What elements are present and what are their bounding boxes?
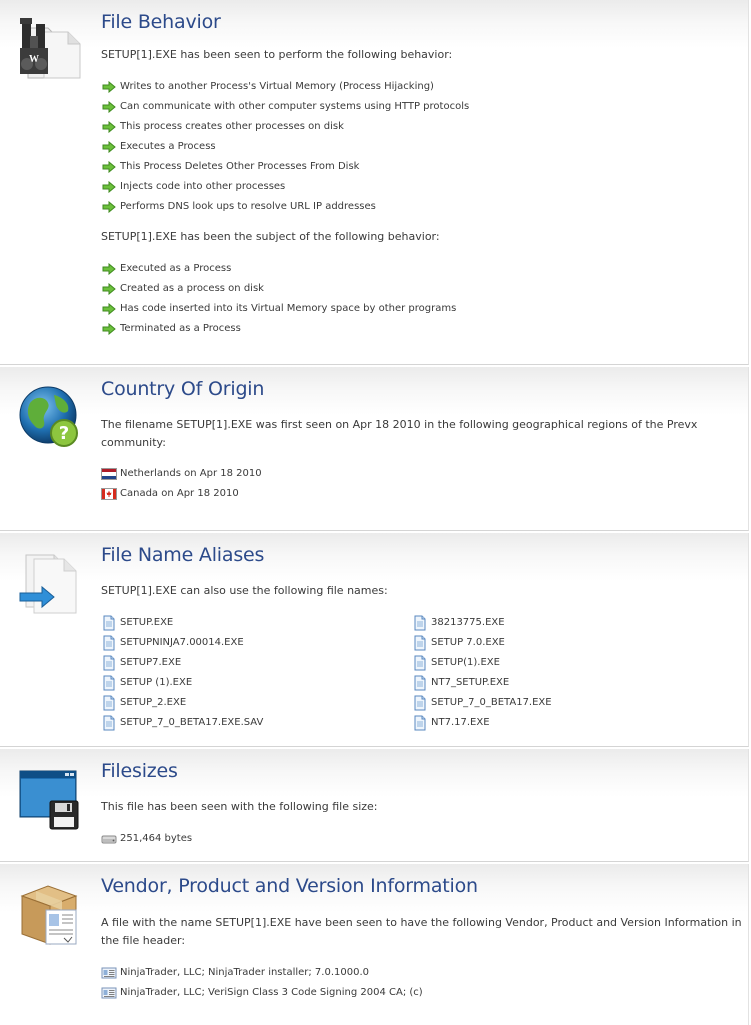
country-of-origin-section: ? Country Of Origin The filename SETUP[1].EXE was first seen on Apr 18 2010 in the following geographical regions of the Prevx community: Netherlands on Apr 18 2010 Canada on Apr 18 2010 — [0, 367, 749, 531]
origin-intro-line1: The filename SETUP[1].EXE was first seen on Apr 18 2010 in the following geographical regions of the Prevx — [101, 418, 698, 431]
document-icon — [101, 635, 117, 651]
vendor-intro-line2: the file header: — [101, 934, 186, 947]
green-arrow-icon — [101, 161, 117, 173]
document-icon — [412, 675, 428, 691]
document-icon — [412, 695, 428, 711]
section-title-vendor-info: Vendor, Product and Version Information — [101, 875, 478, 897]
document-icon — [412, 715, 428, 731]
green-arrow-icon — [101, 303, 117, 315]
filesizes-section: Filesizes This file has been seen with the following file size: 251,464 bytes — [0, 749, 749, 862]
section-title-filesizes: Filesizes — [101, 760, 178, 782]
section-title-file-name-aliases: File Name Aliases — [101, 544, 265, 566]
green-arrow-icon — [101, 121, 117, 133]
subject-intro-text: SETUP[1].EXE has been the subject of the following behavior: — [101, 230, 440, 243]
package-certificate-icon — [18, 882, 82, 946]
document-icon — [412, 655, 428, 671]
file-behavior-section: W File Behavior SETUP[1].EXE has been seen to perform the following behavior: Writes to another Process's Virtual Memory (Process Hijacking) Can communicate with other computer systems using HTTP protocols This process creates other processes on disk Executes a Process This Process Deletes Other Processes From Disk Injects code into other processes Performs DNS look ups to resolve URL IP addresses SETUP[1].EXE has been the subject of the following behavior: Executed as a Process Created as a process on disk Has code inserted into its Virtual Memory space by other programs Terminated as a Process — [0, 0, 749, 365]
filesizes-intro-text: This file has been seen with the following file size: — [101, 800, 378, 813]
green-arrow-icon — [101, 283, 117, 295]
document-icon — [412, 615, 428, 631]
green-arrow-icon — [101, 181, 117, 193]
svg-text:W: W — [29, 54, 39, 65]
vendor-intro-line1: A file with the name SETUP[1].EXE have been seen to have the following Vendor, Product and Version Information in — [101, 916, 742, 929]
document-icon — [412, 635, 428, 651]
info-card-icon — [101, 987, 117, 999]
disk-drive-icon — [101, 833, 117, 845]
green-arrow-icon — [101, 323, 117, 335]
vendor-info-section: Vendor, Product and Version Information A file with the name SETUP[1].EXE have been seen to have the following Vendor, Product and Version Information in the file header: NinjaTrader, LLC; NinjaTrader installer; 7.0.1000.0 NinjaTrader, LLC; VeriSign Class 3 Code Signing 2004 CA; (c) — [0, 864, 749, 1025]
window-floppy-icon — [18, 767, 82, 831]
canada-flag-icon — [101, 488, 117, 500]
file-behavior-icon — [18, 16, 82, 80]
document-icon — [101, 655, 117, 671]
file-rename-icon — [18, 551, 82, 615]
netherlands-flag-icon — [101, 468, 117, 480]
performs-intro-text: SETUP[1].EXE has been seen to perform the following behavior: — [101, 48, 453, 61]
document-icon — [101, 715, 117, 731]
document-icon — [101, 675, 117, 691]
globe-question-icon — [18, 385, 82, 449]
aliases-intro-text: SETUP[1].EXE can also use the following file names: — [101, 584, 388, 597]
document-icon — [101, 695, 117, 711]
file-name-aliases-section: File Name Aliases SETUP[1].EXE can also use the following file names: SETUP.EXE SETUPNINJA7.00014.EXE SETUP7.EXE SETUP (1).EXE SETUP_2.EXE SETUP_7_0_BETA17.EXE.SAV 38213775.EXE SETUP 7.0.EXE SETUP(1).EXE NT7_SETUP.EXE SETUP_7_0_BETA17.EXE NT7.17.EXE — [0, 533, 749, 747]
green-arrow-icon — [101, 141, 117, 153]
section-title-file-behavior: File Behavior — [101, 11, 221, 33]
section-title-country-of-origin: Country Of Origin — [101, 378, 265, 400]
green-arrow-icon — [101, 101, 117, 113]
green-arrow-icon — [101, 81, 117, 93]
origin-intro-line2: community: — [101, 436, 166, 449]
document-icon — [101, 615, 117, 631]
green-arrow-icon — [101, 263, 117, 275]
info-card-icon — [101, 967, 117, 979]
svg-text:?: ? — [58, 423, 70, 444]
green-arrow-icon — [101, 201, 117, 213]
